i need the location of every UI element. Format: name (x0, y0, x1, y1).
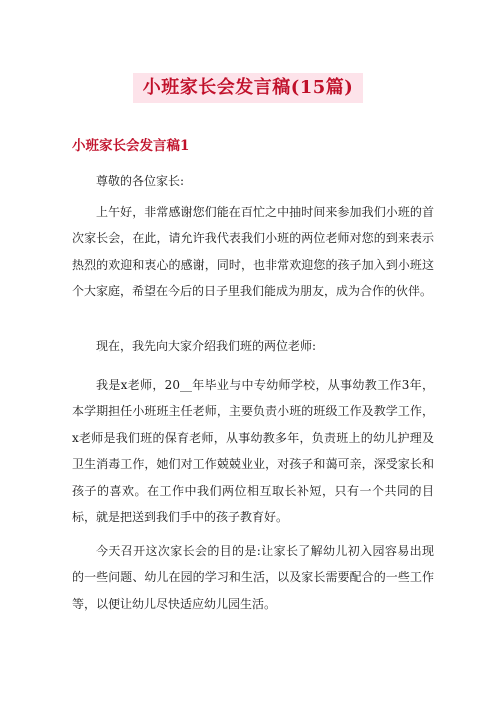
teacher-intro-paragraph: 我是x老师，20__年毕业与中专幼师学校，从事幼教工作3年，本学期担任小班班主任老师，主要负责小班的班级工作及教学工作，x老师是我们班的保育老师，从事幼教多年，负责班上的幼儿护理及卫生消毒工作，她们对工作兢兢业业，对孩子和蔼可亲，深受家长和孩子的喜欢。在工作中我们两位相互取长补短，只有一个共同的目标，就是把送到我们手中的孩子教育好。 (72, 378, 434, 525)
greeting-paragraph: 尊敬的各位家长: (96, 174, 185, 188)
introduction-paragraph: 现在，我先向大家介绍我们班的两位老师: (96, 339, 317, 353)
welcome-paragraph: 上午好，非常感谢您们能在百忙之中抽时间来参加我们小班的首次家长会，在此，请允许我代表我们小班的两位老师对您的到来表示热烈的欢迎和衷心的感谢，同时，也非常欢迎您的孩子加入到小班这个大家庭，希望在今后的日子里我们能成为朋友，成为合作的伙伴。 (72, 205, 434, 299)
purpose-paragraph: 今天召开这次家长会的目的是:让家长了解幼儿初入园容易出现的一些问题、幼儿在园的学习和生活，以及家长需要配合的一些工作等，以便让幼儿尽快适应幼儿园生活。 (72, 544, 434, 611)
document-title-container (0, 73, 496, 103)
section-heading: 小班家长会发言稿1 (72, 138, 190, 154)
document-title: 小班家长会发言稿(15篇) (133, 73, 364, 103)
